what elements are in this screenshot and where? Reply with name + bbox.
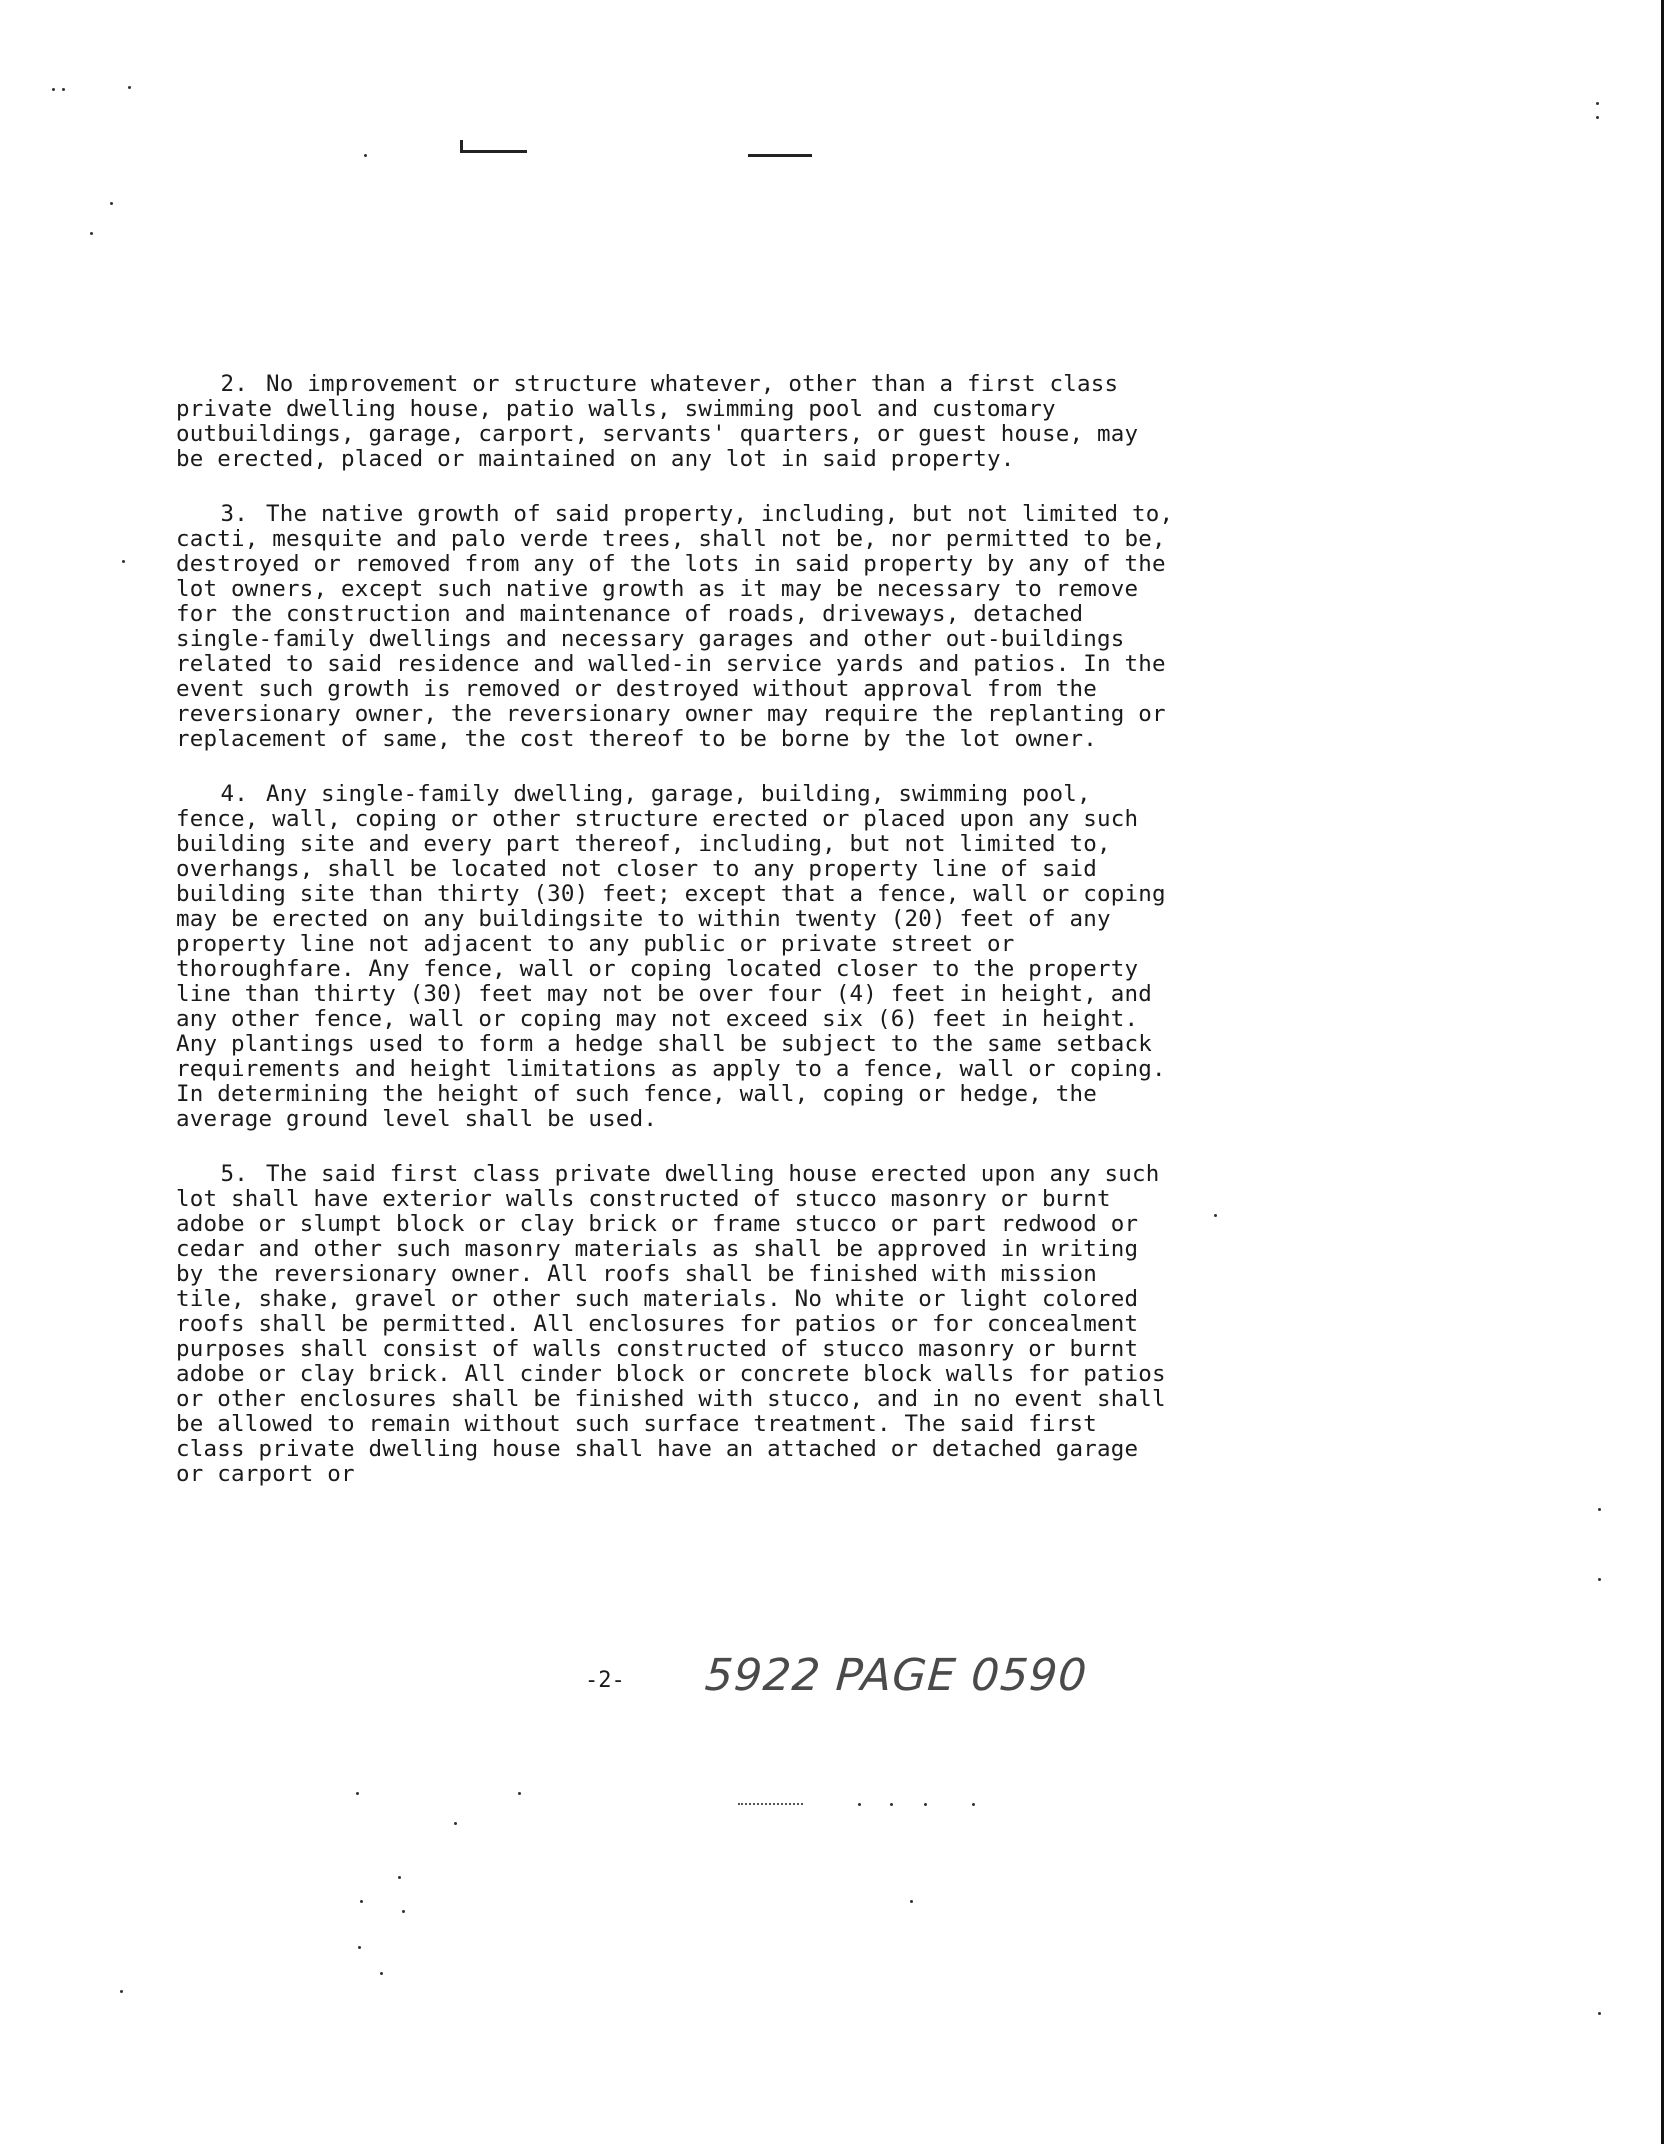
scan-speck [402,1910,405,1913]
paragraph-body: The said first class private dwelling house erected upon any such lot shall have exterior walls constructed of stucco masonry or burnt adobe or slumpt block or clay brick or frame stucco or part redwood or cedar and other such masonry materials as shall be approved in writing by the reversionary owner. All roofs shall be finished with mission tile, shake, gravel or other such materials. No white or light colored roofs shall be permitted. All enclosures for patios or for concealment purposes shall consist of walls constructed of stucco masonry or burnt adobe or clay brick. All cinder block or concrete block walls for patios or other enclosures shall be finished with stucco, and in no event shall be allowed to remain without such surface treatment. The said first class private dwelling house shall have an attached or detached garage or carport or [176,1161,1166,1487]
paragraph-2 [176,372,1176,472]
scan-speck [1598,2012,1601,2015]
scan-speck [518,1792,521,1795]
scan-speck [128,86,131,89]
scan-speck [454,1822,457,1825]
scan-speck [52,88,55,91]
scan-speck [62,88,65,91]
scan-speck [890,1803,893,1806]
dotted-scan-line [738,1803,803,1805]
scan-speck [358,1946,361,1949]
scan-speck [1598,1578,1601,1581]
scan-speck [122,560,125,563]
paragraph-body: Any single-family dwelling, garage, building, swimming pool, fence, wall, coping or other structure erected or placed upon any such building site and every part thereof, including, but not limited to, overhangs, shall be located not closer to any property line of said building site than thirty (30) feet; except that a fence, wall or coping may be erected on any buildingsite to within twenty (20) feet of any property line not adjacent to any public or private street or thoroughfare. Any fence, wall or coping located closer to the property line than thirty (30) feet may not be over four (4) feet in height, and any other fence, wall or coping may not exceed six (6) feet in height. Any plantings used to form a hedge shall be subject to the same setback requirements and height limitations as apply to a fence, wall or coping. In determining the height of such fence, wall, coping or hedge, the average ground level shall be used. [176,781,1166,1132]
crop-mark-left [460,140,527,153]
scan-speck [924,1803,927,1806]
paragraph-3 [176,502,1176,752]
scan-speck [398,1876,401,1879]
recording-stamp: 5922 PAGE 0590 [703,1650,1090,1701]
paragraph-5 [176,1162,1176,1487]
paragraph-number: 3. [220,501,248,527]
paragraph-number: 5. [220,1161,248,1187]
crop-mark-right [748,144,812,157]
page-number: -2- [585,1668,625,1693]
scan-speck [1598,1508,1601,1511]
scan-speck [360,1900,363,1903]
scan-speck [364,154,367,157]
paragraph-4 [176,782,1176,1132]
scan-speck [120,1990,123,1993]
paragraph-body: The native growth of said property, including, but not limited to, cacti, mesquite and palo verde trees, shall not be, nor permitted to be, destroyed or removed from any of the lots in said property by any of the lot owners, except such native growth as it may be necessary to remove for the construction and maintenance of roads, driveways, detached single-family dwellings and necessary garages and other out-buildings related to said residence and walled-in service yards and patios. In the event such growth is removed or destroyed without approval from the reversionary owner, the reversionary owner may require the replanting or replacement of same, the cost thereof to be borne by the lot owner. [176,501,1174,752]
paragraph-number: 2. [220,371,248,397]
scan-speck [356,1792,359,1795]
covenant-text [176,372,1176,1517]
paragraph-body: No improvement or structure whatever, other than a first class private dwelling house, patio walls, swimming pool and customary outbuildings, garage, carport, servants' quarters, or guest house, may be erected, placed or maintained on any lot in said property. [176,371,1139,472]
scan-speck [110,202,113,205]
scan-speck [90,232,93,235]
scan-speck [910,1900,913,1903]
scan-speck [380,1972,383,1975]
scan-speck [1214,1214,1217,1217]
scan-speck [972,1803,975,1806]
scan-speck [1596,116,1599,119]
scan-speck [858,1803,861,1806]
scan-speck [1596,102,1599,105]
paragraph-number: 4. [220,781,248,807]
